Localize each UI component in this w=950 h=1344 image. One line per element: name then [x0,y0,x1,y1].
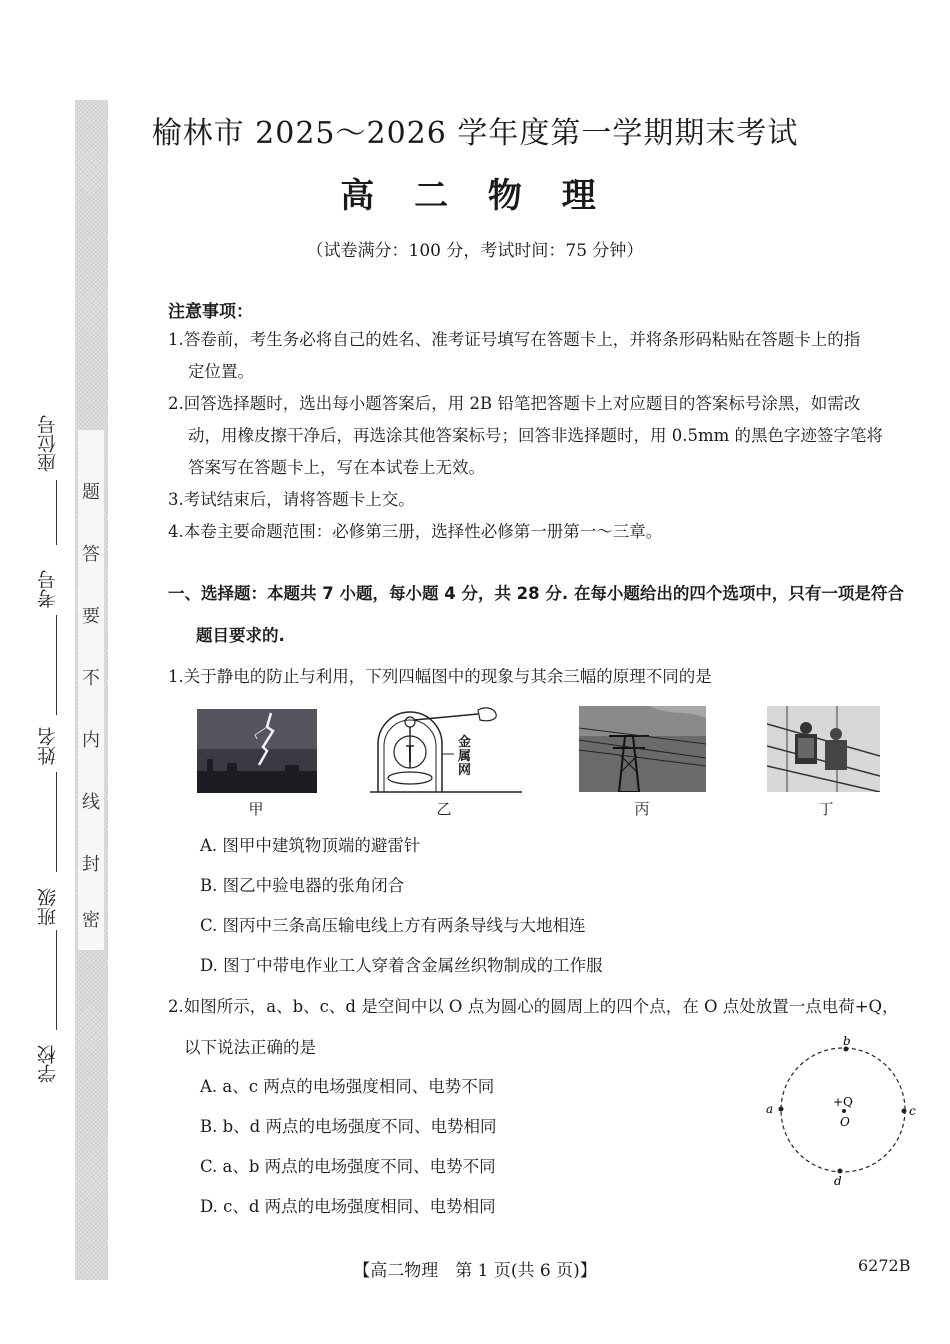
seat-number-line [56,480,57,545]
seal-char: 线 [82,792,100,813]
mesh-char: 网 [458,763,472,778]
mesh-char: 属 [458,749,472,764]
label-o: O [840,1115,850,1129]
note-line: 1.答卷前，考生务必将自己的姓名、准考证号填写在答题卡上，并将条形码粘贴在答题卡上的指 [168,330,861,349]
figure-label-bing: 丙 [634,800,650,818]
page-footer: 【高二物理 第 1 页(共 6 页)】 [353,1261,597,1281]
label-b: b [843,1034,851,1048]
label-charge: +Q [833,1095,853,1109]
q2-option-a: A. a、c 两点的电场强度相同、电势不同 [200,1077,495,1096]
label-a: a [766,1102,774,1116]
note-line: 答案写在答题卡上，写在本试卷上无效。 [188,458,485,477]
exam-number-line [56,615,57,715]
figure-label-yi: 乙 [436,800,452,818]
q2-option-b: B. b、d 两点的电场强度不同、电势相同 [200,1117,497,1136]
point-c [902,1109,907,1114]
note-line: 定位置。 [188,362,254,381]
seal-char: 密 [82,910,100,931]
paper-code: 6272B [858,1256,911,1275]
seal-char: 封 [82,854,100,875]
class-line [56,930,57,1030]
seal-char: 要 [82,606,100,627]
name-label: 姓名 [37,727,59,765]
q1-option-a: A. 图甲中建筑物顶端的避雷针 [200,836,421,855]
seal-char: 不 [82,668,100,689]
q1-option-c: C. 图丙中三条高压输电线上方有两条导线与大地相连 [200,916,586,935]
note-line: 2.回答选择题时，选出每小题答案后，用 2B 铅笔把答题卡上对应题目的答案标号涂黑，如需改 [168,394,861,413]
figure-line-workers [767,706,880,792]
subject-title: 高 二 物 理 [340,176,610,216]
seal-char: 题 [82,482,100,503]
question-2-stem-cont: 以下说法正确的是 [184,1038,316,1057]
figure-power-lines [579,706,706,792]
q2-option-d: D. c、d 两点的电场强度相同、电势相同 [200,1197,496,1216]
point-a [779,1107,784,1112]
mesh-char: 金 [458,735,472,750]
exam-number-label: 考号 [37,570,59,608]
label-c: c [909,1104,916,1118]
school-label: 学校 [37,1045,59,1083]
question-2-stem: 2.如图所示，a、b、c、d 是空间中以 O 点为圆心的圆周上的四个点，在 O 点处放置一点电荷+Q， [168,997,899,1016]
section-heading-cont: 题目要求的. [196,626,285,645]
note-line: 4.本卷主要命题范围：必修第三册，选择性必修第一册第一～三章。 [168,522,663,541]
seat-number-label: 座位号 [37,415,59,472]
figure-label-jia: 甲 [248,800,264,818]
score-info: （试卷满分：100 分，考试时间：75 分钟） [306,241,644,261]
seal-panel [78,430,104,950]
note-line: 3.考试结束后，请将答题卡上交。 [168,490,415,509]
note-line: 动，用橡皮擦干净后，再选涂其他答案标号；回答非选择题时，用 0.5mm 的黑色字迹签字笔将 [188,426,884,445]
circle-diagram [760,1034,920,1194]
notes-heading: 注意事项： [168,302,253,322]
label-d: d [834,1174,842,1188]
class-label: 班级 [37,888,59,926]
seal-char: 内 [82,730,100,751]
exam-title: 榆林市 2025～2026 学年度第一学期期末考试 [151,116,799,151]
name-line [56,772,57,872]
section-heading: 一、选择题：本题共 7 小题，每小题 4 分，共 28 分. 在每小题给出的四个选项中，只有一项是符合 [168,584,904,603]
figure-label-ding: 丁 [818,800,834,818]
q1-option-d: D. 图丁中带电作业工人穿着含金属丝织物制成的工作服 [200,956,603,975]
point-o [842,1109,846,1113]
q2-option-c: C. a、b 两点的电场强度不同、电势不同 [200,1157,496,1176]
figure-lightning [197,709,317,793]
metal-mesh-label [458,736,472,778]
figure-electroscope [368,706,524,796]
point-d [838,1169,843,1174]
q1-option-b: B. 图乙中验电器的张角闭合 [200,876,405,895]
seal-char: 答 [82,544,100,565]
question-1-stem: 1.关于静电的防止与利用，下列四幅图中的现象与其余三幅的原理不同的是 [168,667,712,686]
